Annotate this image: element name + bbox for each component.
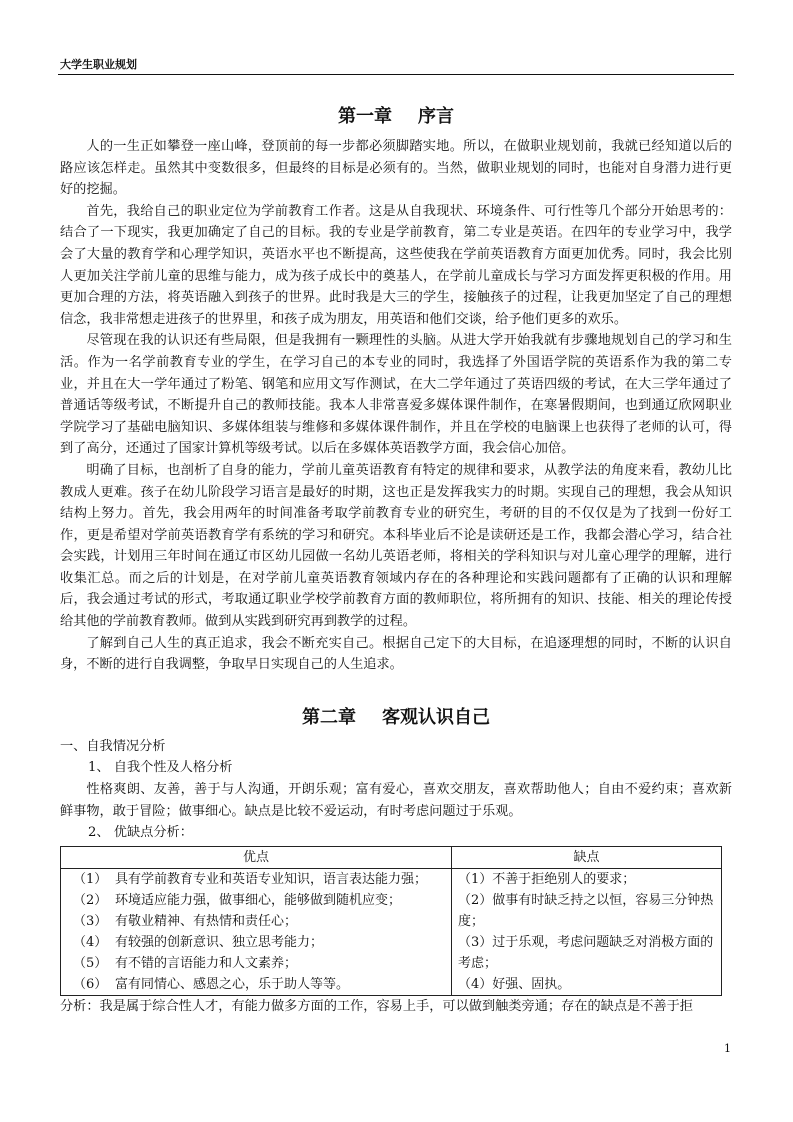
pro-item: （6） 富有同情心、感恩之心，乐于助人等等。 <box>73 976 350 992</box>
section-heading: 一、自我情况分析 <box>60 738 166 754</box>
subsection-heading: 2、 优缺点分析： <box>88 825 193 841</box>
con-item: （1）不善于拒绝别人的要求； <box>458 871 636 887</box>
running-header: 大学生职业规划 <box>60 58 137 71</box>
subsection-heading: 1、 自我个性及人格分析 <box>88 760 233 776</box>
pros-cons-table <box>60 846 722 996</box>
chapter-2-name: 客观认识自己 <box>382 706 490 728</box>
cons-column-header: 缺点 <box>452 846 722 868</box>
paragraph: 尽管现在我的认识还有些局限，但是我拥有一颗理性的头脑。从进大学开始我就有步骤地规划自己的学习和生活。作为一名学前教育专业的学生，在学习自己的本专业的同时，我选择了外国语学院的英语系作为我的第二专业，并且在大一学年通过了粉笔、钢笔和应用文写作测试，在大二学年通过了英语四级的考试，在大三学年通过了普通话等级考试，不断提升自己的教师技能。我本人非常喜爱多媒体课件制作，在寒暑假期间，也到通辽欣网职业学院学习了基础电脑知识、多媒体组装与维修和多媒体课件制作，并且在学校的电脑课上也获得了老师的认可，得到了高分，还通过了国家计算机等级考试。以后在多媒体英语教学方面，我会信心加倍。 <box>60 333 732 457</box>
pro-item: （3） 有敬业精神、有热情和责任心； <box>73 913 298 929</box>
chapter-1-title <box>60 103 732 131</box>
pros-cell <box>61 868 452 995</box>
header-divider <box>58 74 734 75</box>
page-content <box>60 103 732 1017</box>
personality-paragraph: 性格爽朗、友善，善于与人沟通，开朗乐观；富有爱心，喜欢交朋友，喜欢帮助他人；自由不爱约束；喜欢新鲜事物，敢于冒险；做事细心。缺点是比较不爱运动，有时考虑问题过于乐观。 <box>60 782 732 819</box>
page-number: 1 <box>724 1042 731 1055</box>
pro-item: （4） 有较强的创新意识、独立思考能力； <box>73 934 324 950</box>
analysis-paragraph: 分析：我是属于综合性人才，有能力做多方面的工作，容易上手，可以做到触类旁通；存在的缺点是不善于拒 <box>60 998 693 1014</box>
con-item: （2）做事有时缺乏持之以恒，容易三分钟热度； <box>458 892 714 929</box>
paragraph: 首先，我给自己的职业定位为学前教育工作者。这是从自我现状、环境条件、可行性等几个部分开始思考的：结合了一下现实，我更加确定了自己的目标。我的专业是学前教育，第二专业是英语。在四年的专业学习中，我学会了大量的教育学和心理学知识，英语水平也不断提高，这些使我在学前英语教育方面更加优秀。同时，我会比别人更加关注学前儿童的思维与能力，成为孩子成长中的奠基人，在学前儿童成长与学习方面发挥更积极的作用。用更加合理的方法，将英语融入到孩子的世界。此时我是大三的学生，接触孩子的过程，让我更加坚定了自己的理想信念，我非常想走进孩子的世界里，和孩子成为朋友，用英语和他们交谈，给予他们更多的欢乐。 <box>60 203 732 327</box>
paragraph: 明确了目标，也剖析了自身的能力，学前儿童英语教育有特定的规律和要求，从教学法的角度来看，教幼儿比教成人更难。孩子在幼儿阶段学习语言是最好的时期，这也正是发挥我实力的时期。实现自己的理想，我会从知识结构上努力。首先，我会用两年的时间准备考取学前教育专业的研究生，考研的目的不仅仅是为了找到一份好工作，更是希望对学前英语教育学有系统的学习和研究。本科毕业后不论是读研还是工作，我都会潜心学习，结合社会实践，计划用三年时间在通辽市区幼儿园做一名幼儿英语老师，将相关的学科知识与对儿童心理学的理解，进行收集汇总。而之后的计划是，在对学前儿童英语教育领域内存在的各种理论和实践问题都有了正确的认识和理解后，我会通过考试的形式，考取通辽职业学校学前教育方面的教师职位，将所拥有的知识、技能、相关的理论传授给其他的学前教育教师。做到从实践到研究再到教学的过程。 <box>60 462 732 630</box>
pro-item: （1） 具有学前教育专业和英语专业知识，语言表达能力强； <box>73 871 428 887</box>
con-item: （4）好强、固执。 <box>458 976 571 992</box>
chapter-1-number: 第一章 <box>338 106 392 127</box>
chapter-2-number: 第二章 <box>302 706 356 728</box>
con-item: （3）过于乐观，考虑问题缺乏对消极方面的考虑； <box>458 934 714 971</box>
pro-item: （2） 环境适应能力强，做事细心，能够做到随机应变； <box>73 892 402 908</box>
chapter-2-title <box>60 704 732 732</box>
pro-item: （5） 有不错的言语能力和人文素养； <box>73 955 298 971</box>
cons-cell <box>452 868 722 995</box>
paragraph: 了解到自己人生的真正追求，我会不断充实自己。根据自己定下的大目标，在追逐理想的同时，不断的认识自身，不断的进行自我调整，争取早日实现自己的人生追求。 <box>60 635 732 673</box>
pros-column-header: 优点 <box>61 846 452 868</box>
paragraph: 人的一生正如攀登一座山峰，登顶前的每一步都必须脚踏实地。所以，在做职业规划前，我就已经知道以后的路应该怎样走。虽然其中变数很多，但最终的目标是必须有的。当然，做职业规划的同时，也能对自身潜力进行更好的挖掘。 <box>60 139 732 198</box>
chapter-1-name: 序言 <box>418 106 454 127</box>
